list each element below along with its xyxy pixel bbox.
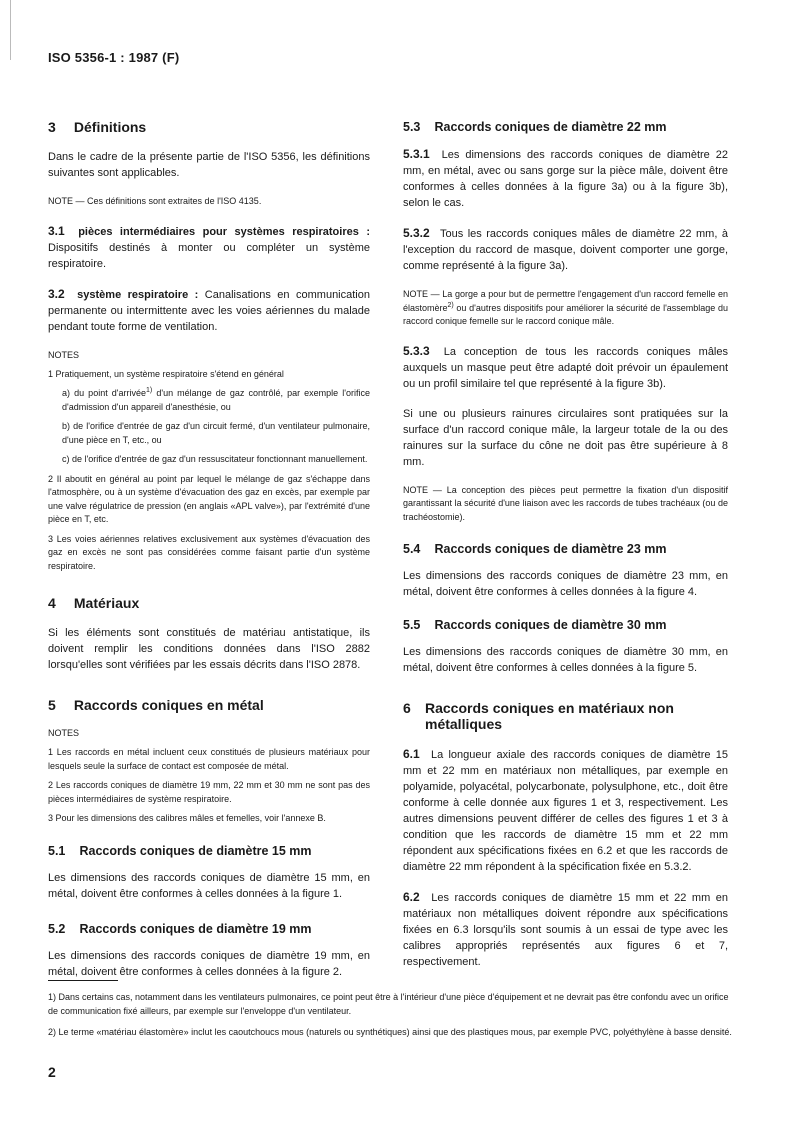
- note-item: 1 Les raccords en métal incluent ceux constitués de plusieurs matériaux pour lesquels seule la surface de contact est composée de métal.: [48, 747, 370, 771]
- paragraph-number: 6.2: [403, 890, 420, 904]
- subclause-5-1-heading: [48, 844, 370, 858]
- subclause-title: Raccords coniques de diamètre 15 mm: [79, 843, 312, 858]
- page-number: 2: [48, 1064, 56, 1080]
- clause-number: 4: [48, 595, 56, 611]
- left-column: [48, 112, 370, 994]
- paragraph-5-3-3-cont: Si une ou plusieurs rainures circulaires sont pratiquées sur la surface d'un raccord conique mâle, la largeur totale de la ou des rainures sur la surface du cône ne doit pas être supérieure à 8 mm.: [403, 407, 728, 468]
- clause-title: Définitions: [73, 119, 147, 135]
- paragraph-number: 5.3.1: [403, 147, 430, 161]
- clause-4-text: Si les éléments sont constitués de matériau antistatique, ils doivent remplir les conditions données dans l'ISO 2882 lorsqu'elles sont vérifiées par les essais décrits dans l'ISO 2878.: [48, 627, 370, 671]
- notes-label: NOTES: [48, 728, 80, 738]
- note-subitem: b) de l'orifice d'entrée de gaz d'un circuit fermé, d'un ventilateur pulmonaire, d'une pièce en T, etc., ou: [62, 421, 370, 445]
- clause-title: Raccords coniques en métal: [73, 697, 264, 713]
- clause-title: Matériaux: [73, 595, 140, 611]
- definition-text: Dispositifs destinés à monter ou compléter un système respiratoire.: [48, 241, 370, 270]
- note-item: 3 Les voies aériennes relatives exclusivement aux systèmes d'évacuation des gaz en excès ne sont pas considérées comme faisant partie d'un système respiratoire.: [48, 533, 370, 571]
- definition-3-1: [48, 223, 370, 272]
- paragraph-text: La conception de tous les raccords coniques mâles auxquels un masque peut être adapté doit prévoir un épaulement ou un profil similaire tel que représenté à la figure 3b).: [403, 345, 728, 390]
- footnotes: [48, 980, 738, 1048]
- definition-term: système respiratoire :: [77, 288, 199, 301]
- clause-6-heading: [403, 700, 728, 732]
- subclause-5-1-text: Les dimensions des raccords coniques de diamètre 15 mm, en métal, doivent être conformes à celles données à la figure 1.: [48, 871, 370, 900]
- subclause-5-4-text: Les dimensions des raccords coniques de diamètre 23 mm, en métal, doivent être conformes à celles données à la figure 4.: [403, 570, 728, 598]
- subclause-5-5-heading: [403, 618, 728, 632]
- note-subitem: [62, 387, 370, 414]
- definition-number: 3.1: [48, 223, 65, 238]
- note-5-3-2: [403, 288, 728, 329]
- subclause-number: 5.4: [403, 542, 421, 556]
- clause-title: Raccords coniques en matériaux non métalliques: [425, 700, 674, 732]
- clause-3-intro: Dans le cadre de la présente partie de l'ISO 5356, les définitions suivantes sont applicables.: [48, 151, 370, 179]
- subclause-5-2-text: Les dimensions des raccords coniques de diamètre 19 mm, en métal, doivent être conformes à celles données à la figure 2.: [48, 949, 370, 978]
- note-text: NOTE — La gorge a pour but de permettre l'engagement d'un raccord femelle en élastomère: [403, 289, 728, 313]
- subclause-title: Raccords coniques de diamètre 22 mm: [434, 120, 667, 134]
- note-5-3-3: NOTE — La conception des pièces peut permettre la fixation d'un dispositif garantissant la sécurité d'une liaison avec les raccords de tubes trachéaux (ou de trachéostomie).: [403, 484, 728, 522]
- notes-label: NOTES: [48, 349, 80, 360]
- subclause-number: 5.3: [403, 120, 421, 134]
- subclause-number: 5.1: [48, 843, 66, 858]
- document-header: ISO 5356-1 : 1987 (F): [48, 50, 180, 65]
- paragraph-text: La longueur axiale des raccords coniques de diamètre 15 mm et 22 mm en matériaux non métalliques, par exemple en polyamide, polyacétal, polycarbonate, polysulphone, etc., doit être conforme à celle donnée aux figures 1 et 3, respectivement. Les autres dimensions peuvent différer de celles des figures 1 et 3 à condition que les raccords de diamètre 15 mm et 22 mm répondent aux spécifications fixées en 6.2 et que les raccords de diamètre 22 mm répondent à la spécification fixée en 5.3.2.: [403, 749, 729, 873]
- subclause-5-4-heading: [403, 542, 728, 556]
- paragraph-text: Les dimensions des raccords coniques de diamètre 22 mm, en métal, avec ou sans gorge sur la pièce mâle, doivent être conformes à celles données à la figure 3a) ou à la figure 3b), selon le cas.: [403, 149, 728, 209]
- footnote-1: 1) Dans certains cas, notamment dans les ventilateurs pulmonaires, ce point peut être à l'intérieur d'une pièce d'équipement et ne devrait pas être confondu avec un orifice de communication fixé ailleurs, par exemple sur l'enveloppe d'un ventilateur.: [48, 992, 729, 1016]
- note-item: 1 Pratiquement, un système respiratoire s'étend en général: [48, 368, 284, 379]
- subclause-5-2-heading: [48, 922, 370, 936]
- footnote-ref: 2): [447, 301, 454, 309]
- clause-4-heading: [48, 595, 370, 611]
- subclause-number: 5.5: [403, 618, 421, 632]
- paragraph-text: Tous les raccords coniques mâles de diamètre 22 mm, à l'exception du raccord de masque, doivent comporter une gorge, comme représenté à la figure 3a).: [403, 228, 729, 272]
- definition-term: pièces intermédiaires pour systèmes respiratoires :: [78, 225, 370, 238]
- clause-number: 3: [48, 119, 56, 135]
- note-item: 2 Il aboutit en général au point par lequel le mélange de gaz s'échappe dans l'atmosphère, ou à un système d'évacuation des gaz en excès, par exemple par une valve régulatrice de pression (en anglais «APL valve»), par l'extrémité d'une pièce en T, etc.: [48, 473, 370, 524]
- footnote-ref: 1): [146, 387, 153, 394]
- subclause-title: Raccords coniques de diamètre 19 mm: [79, 921, 312, 936]
- paragraph-6-2: [403, 889, 728, 970]
- note-item: 3 Pour les dimensions des calibres mâles et femelles, voir l'annexe B.: [48, 813, 326, 823]
- footnote-2: 2) Le terme «matériau élastomère» inclut les caoutchoucs mous (naturels ou synthétiques) ainsi que des plastiques mous, par exemple PVC, polyéthylène à basse densité.: [48, 1027, 732, 1037]
- paragraph-number: 5.3.2: [403, 226, 430, 240]
- note-subitem: c) de l'orifice d'entrée de gaz d'un ressuscitateur fonctionnant manuellement.: [62, 454, 368, 464]
- paragraph-number: 6.1: [403, 747, 420, 761]
- paragraph-5-3-3: [403, 343, 728, 392]
- subclause-title: Raccords coniques de diamètre 23 mm: [434, 542, 667, 556]
- paragraph-6-1: [403, 746, 728, 875]
- clause-number: 6: [403, 700, 411, 716]
- clause-number: 5: [48, 697, 56, 713]
- footnote-rule: [48, 980, 118, 981]
- clause-3-note: NOTE — Ces définitions sont extraites de l'ISO 4135.: [48, 196, 262, 206]
- clause-3-heading: [48, 119, 370, 135]
- definition-number: 3.2: [48, 286, 65, 301]
- note-item: 2 Les raccords coniques de diamètre 19 mm, 22 mm et 30 mm ne sont pas des pièces intermédiaires de système respiratoire.: [48, 780, 370, 804]
- right-column: [403, 120, 728, 984]
- note-subitem-text: a) du point d'arrivée: [62, 388, 147, 398]
- subclause-5-3-heading: [403, 120, 728, 134]
- scan-edge-mark: [10, 0, 11, 60]
- paragraph-number: 5.3.3: [403, 343, 430, 358]
- subclause-title: Raccords coniques de diamètre 30 mm: [434, 618, 667, 632]
- subclause-number: 5.2: [48, 921, 66, 936]
- definition-3-2: [48, 286, 370, 335]
- note-text: ou d'autres dispositifs pour améliorer la sécurité de l'assemblage du raccord conique femelle sur le raccord conique mâle.: [403, 302, 728, 326]
- note-subitem-text: d'un mélange de gaz contrôlé, par exemple l'orifice d'admission d'un appareil d'anesthésie, ou: [62, 388, 371, 412]
- paragraph-5-3-1: [403, 146, 728, 211]
- paragraph-5-3-2: [403, 225, 728, 274]
- paragraph-text: Les raccords coniques de diamètre 15 mm et 22 mm en matériaux non métalliques doivent répondre aux spécifications fixées en 6.3 lorsqu'ils sont soumis à un essai de type avec les calibres appropriés représentés aux figures 6 et 7, respectivement.: [403, 892, 728, 968]
- clause-5-heading: [48, 697, 370, 713]
- definition-text: Canalisations en communication permanente ou intermittente avec les voies aériennes du malade pendant toute forme de ventilation.: [48, 288, 370, 333]
- subclause-5-5-text: Les dimensions des raccords coniques de diamètre 30 mm, en métal, doivent être conformes à celles données à la figure 5.: [403, 646, 728, 674]
